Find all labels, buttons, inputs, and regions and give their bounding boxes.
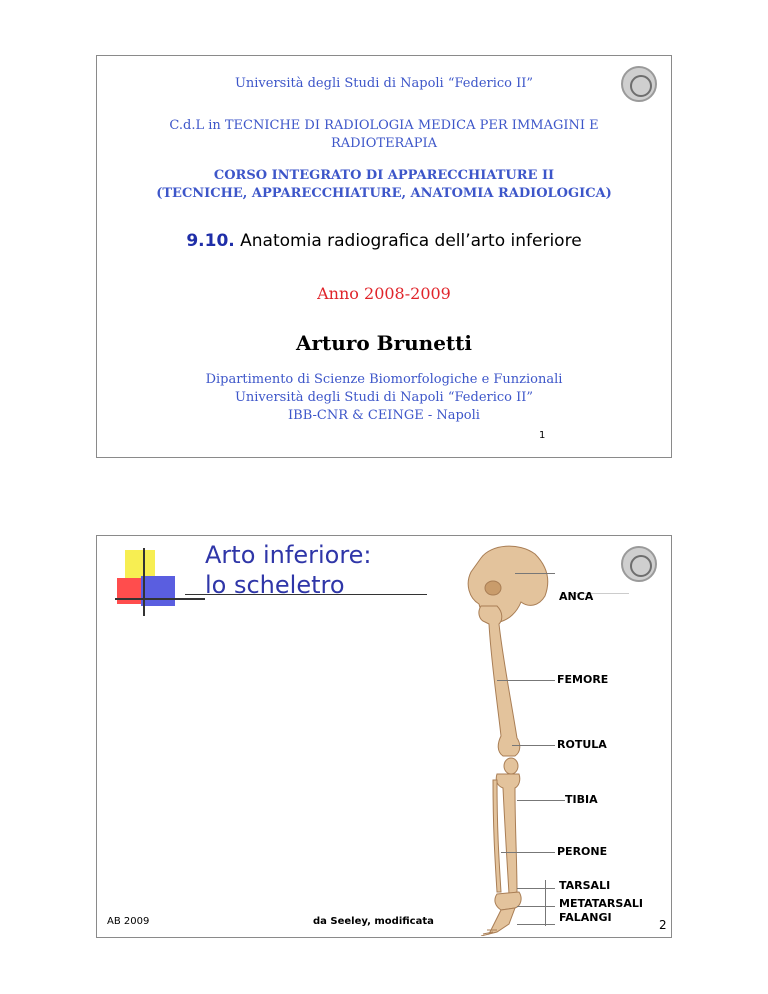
- lecture-heading: [97, 231, 671, 251]
- page-number-2: 2: [659, 918, 667, 932]
- label-anca: ANCA: [559, 590, 594, 603]
- footer-left: AB 2009: [107, 916, 150, 927]
- leader-anca: [515, 573, 555, 574]
- leader-rotula: [512, 745, 555, 746]
- academic-year: Anno 2008-2009: [317, 284, 451, 303]
- label-tarsali: TARSALI: [559, 879, 611, 892]
- university-name: Università degli Studi di Napoli “Federico II”: [234, 76, 534, 91]
- image-source: da Seeley, modificata: [313, 916, 434, 927]
- lecture-title: Anatomia radiografica dell’arto inferiore: [240, 231, 582, 251]
- integrated-course-line-2: (TECNICHE, APPARECCHIATURE, ANATOMIA RADIOLOGICA): [156, 186, 612, 201]
- slide-title-line-2: lo scheletro: [205, 571, 345, 599]
- tarsal-bones: [495, 892, 521, 910]
- leader-tibia: [517, 800, 565, 801]
- fibula-bone: [493, 780, 501, 892]
- leader-falangi: [517, 924, 555, 925]
- label-perone: PERONE: [557, 845, 608, 858]
- leader-metatarsali: [517, 906, 555, 907]
- leader-femore: [497, 680, 555, 681]
- label-rotula: ROTULA: [557, 738, 607, 751]
- leader-tarsali: [517, 888, 555, 889]
- course-line-2: RADIOTERAPIA: [331, 136, 437, 151]
- label-tibia: TIBIA: [565, 793, 598, 806]
- course-line-1: C.d.L in TECNICHE DI RADIOLOGIA MEDICA PER IMMAGINI E: [169, 118, 599, 133]
- foot-bracket: [545, 880, 546, 926]
- university-seal-icon-2: [621, 546, 657, 582]
- author-name: Arturo Brunetti: [296, 331, 472, 355]
- leader-perone: [501, 852, 555, 853]
- femur-bone: [479, 606, 520, 756]
- slide-title: [205, 540, 372, 600]
- slide-2: [96, 535, 672, 938]
- label-metatarsali: METATARSALI: [559, 897, 643, 910]
- slide-1: [96, 55, 672, 458]
- label-falangi: FALANGI: [559, 911, 612, 924]
- integrated-course-line-1: CORSO INTEGRATO DI APPARECCHIATURE II: [213, 168, 555, 183]
- department-line-1: Dipartimento di Scienze Biomorfologiche e Funzionali: [205, 372, 563, 387]
- lecture-number: 9.10.: [186, 231, 235, 251]
- lower-limb-skeleton-illustration: [459, 540, 559, 936]
- patella-bone: [504, 758, 518, 774]
- department-line-2: Università degli Studi di Napoli “Federico II”: [234, 390, 534, 405]
- label-femore: FEMORE: [557, 673, 609, 686]
- decorative-squares-icon: [115, 548, 185, 608]
- slide-title-line-1: Arto inferiore:: [205, 541, 372, 569]
- page-number-1: 1: [539, 430, 546, 441]
- department-line-3: IBB-CNR & CEINGE - Napoli: [288, 408, 480, 423]
